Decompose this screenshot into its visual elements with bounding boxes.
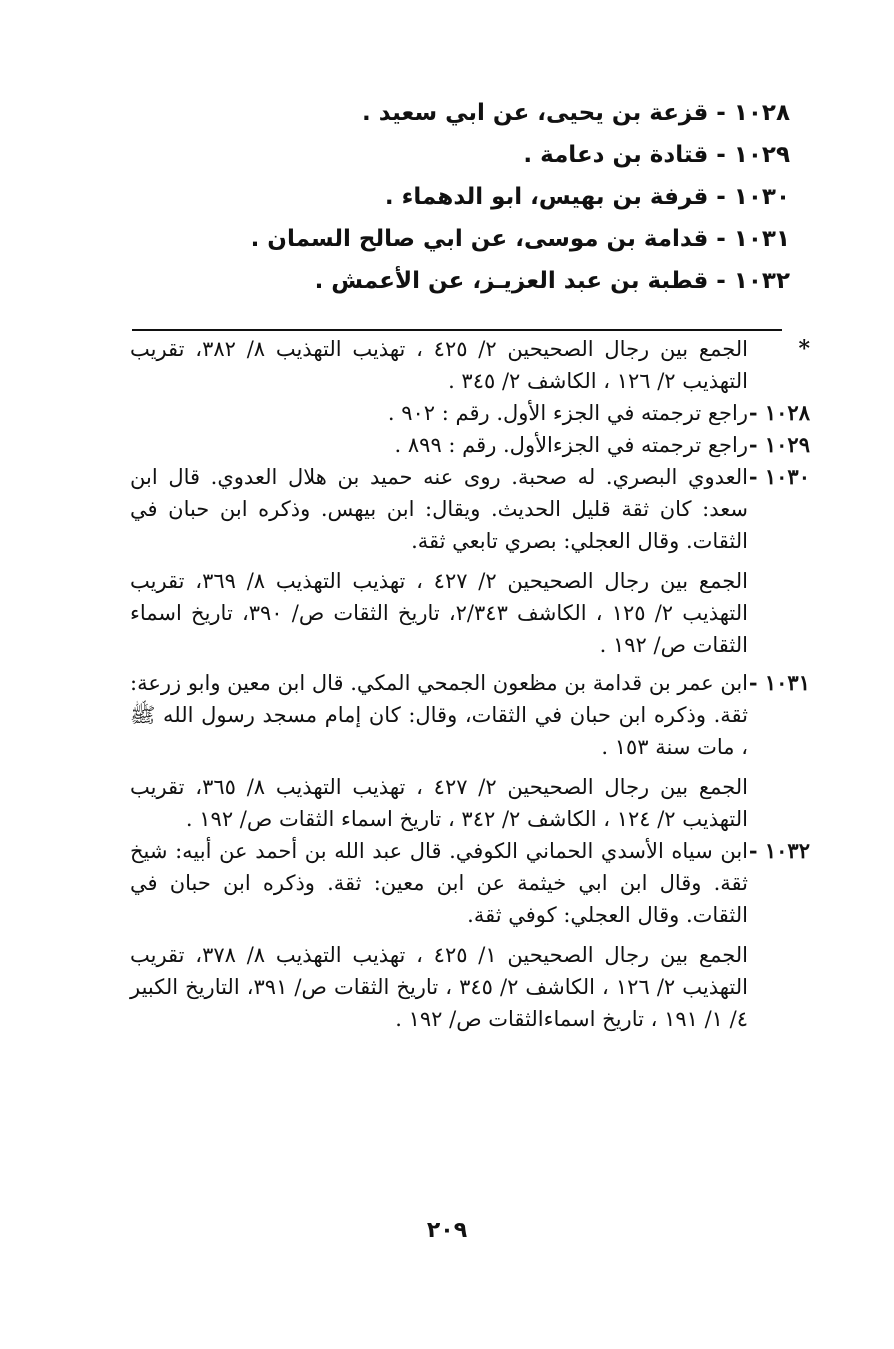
page-number: ٢٠٩ [426,1218,468,1243]
entry-1030: ١٠٣٠ - قرفة بن بهيس، ابو الدهماء . [384,184,790,210]
footnote-number: ١٠٣١ - [748,670,810,695]
footnote-1028 [130,397,810,429]
entry-1028: ١٠٢٨ - قزعة بن يحيى، عن ابي سعيد . [362,100,790,126]
footnote-text: راجع ترجمته في الجزءالأول. رقم : ٨٩٩ . [394,433,748,457]
footnote-text: الجمع بين رجال الصحيحين ٢/ ٤٢٥ ، تهذيب التهذيب ٨/ ٣٨٢، تقريب التهذيب ٢/ ١٢٦ ، الكاشف ٢/ ٣٤٥ . [130,337,748,393]
footnote-number: ١٠٢٩ - [748,432,810,457]
entry-list [230,92,790,302]
footnote-references: الجمع بين رجال الصحيحين ٢/ ٤٢٧ ، تهذيب التهذيب ٨/ ٣٦٩، تقريب التهذيب ٢/ ١٢٥ ، الكاشف ٢/٣٤٣، تاريخ الثقات ص/ ٣٩٠، تاريخ اسماء الثقات ص/ ١٩٢ . [130,569,748,657]
footnote-number: ١٠٢٨ - [748,400,810,425]
footnote-number: ١٠٣٢ - [748,838,810,863]
footnote-text: راجع ترجمته في الجزء الأول. رقم : ٩٠٢ . [387,401,748,425]
footnotes [130,333,810,1035]
footnote-star [130,333,810,397]
footnote-text: العدوي البصري. له صحبة. روى عنه حميد بن هلال العدوي. قال ابن سعد: كان ثقة قليل الحديث. ويقال: ابن بيهس. وذكره ابن حبان في الثقات. وقال العجلي: بصري تابعي ثقة. [130,465,748,553]
footnote-text: ابن سياه الأسدي الحماني الكوفي. قال عبد الله بن أحمد عن أبيه: شيخ ثقة. وقال ابن ابي خيثمة عن ابن معين: ثقة. وذكره ابن حبان في الثقات. وقال العجلي: كوفي ثقة. [130,839,748,927]
entry-1031: ١٠٣١ - قدامة بن موسى، عن ابي صالح السمان . [250,226,790,252]
footnote-1029 [130,429,810,461]
footnote-number: ١٠٣٠ - [748,464,810,489]
footnote-1032 [130,835,810,1035]
entry-1032: ١٠٣٢ - قطبة بن عبد العزيـز، عن الأعمش . [314,268,790,294]
footnote-1031 [130,667,810,835]
footnote-marker: * [798,336,810,362]
footnote-text: ابن عمر بن قدامة بن مظعون الجمحي المكي. قال ابن معين وابو زرعة: ثقة. وذكره ابن حبان في الثقات، وقال: كان إمام مسجد رسول الله ﷺ ، مات سنة ١٥٣ . [130,671,748,759]
entry-1029: ١٠٢٩ - قتادة بن دعامة . [523,142,790,168]
footnote-references: الجمع بين رجال الصحيحين ١/ ٤٢٥ ، تهذيب التهذيب ٨/ ٣٧٨، تقريب التهذيب ٢/ ١٢٦ ، الكاشف ٢/ ٣٤٥ ، تاريخ الثقات ص/ ٣٩١، التاريخ الكبير ٤/ ١/ ١٩١ ، تاريخ اسماءالثقات ص/ ١٩٢ . [130,943,748,1031]
footnote-1030 [130,461,810,661]
footnote-references: الجمع بين رجال الصحيحين ٢/ ٤٢٧ ، تهذيب التهذيب ٨/ ٣٦٥، تقريب التهذيب ٢/ ١٢٤ ، الكاشف ٢/ ٣٤٢ ، تاريخ اسماء الثقات ص/ ١٩٢ . [130,775,748,831]
footnote-divider [132,329,782,331]
